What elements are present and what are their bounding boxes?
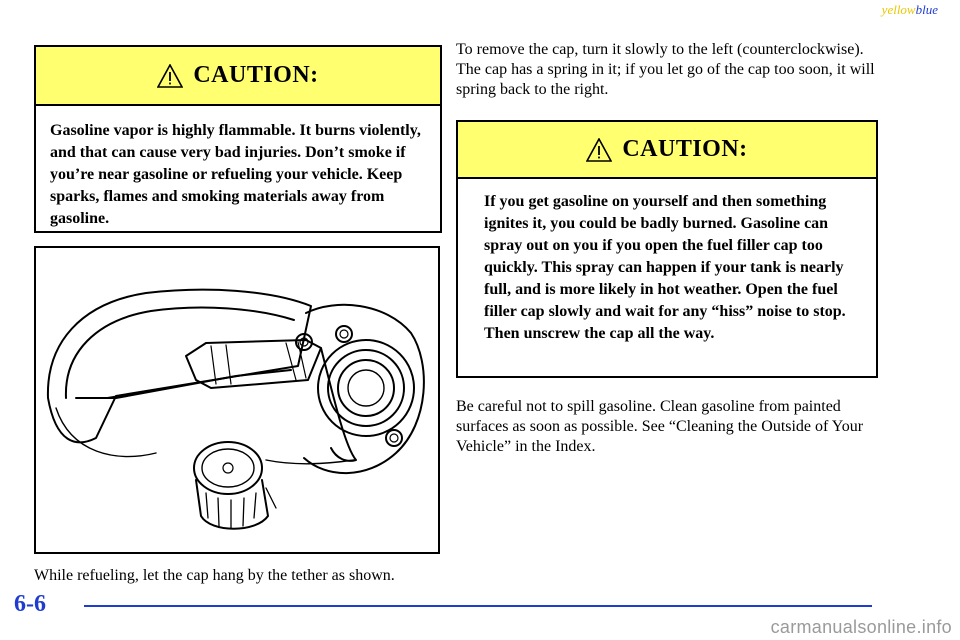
intro-paragraph: To remove the cap, turn it slowly to the left (counterclockwise). The cap has a spring in it; if you let go of the cap too soon, it will spring back to the right.	[456, 41, 875, 98]
warning-triangle-icon	[157, 64, 183, 88]
caution-title: CAUTION:	[193, 62, 319, 88]
caution-header	[458, 122, 876, 179]
caution-text: If you get gasoline on yourself and then something ignites it, you could be badly burned. Gasoline can spray out on you if you open the fuel filler cap too quickly. This spray can happen if your tank is nearly full, and is more likely in hot weather. Open the fuel filler cap slowly and wait for any “hiss” noise to stop. Then unscrew the cap all the way.	[484, 193, 846, 342]
caution-box-vapor	[34, 45, 442, 233]
header-tag-blue: blue	[915, 2, 938, 17]
cleaning-paragraph: Be careful not to spill gasoline. Clean gasoline from painted surfaces as soon as possible. See “Cleaning the Outside of Your Vehicle” in the Index.	[456, 398, 864, 455]
warning-triangle-icon	[586, 138, 612, 162]
fuel-door-tether-drawing	[36, 248, 438, 552]
page-number: 6-6	[14, 591, 46, 617]
header-tag-yellow: yellow	[881, 2, 916, 17]
header-color-tag	[882, 2, 938, 18]
caution-text: Gasoline vapor is highly flammable. It burns violently, and that can cause very bad injuries. Don’t smoke if you’re near gasoline or refueling your vehicle. Keep sparks, flames and smoking materials away from gasoline.	[50, 122, 421, 227]
watermark: carmanualsonline.info	[770, 617, 952, 637]
fuel-cap-illustration	[34, 246, 440, 554]
caution-header	[36, 47, 440, 106]
caution-title: CAUTION:	[622, 136, 748, 162]
caution-box-spray	[456, 120, 878, 378]
figure-caption: While refueling, let the cap hang by the tether as shown.	[34, 567, 395, 584]
footer-rule	[84, 605, 872, 607]
